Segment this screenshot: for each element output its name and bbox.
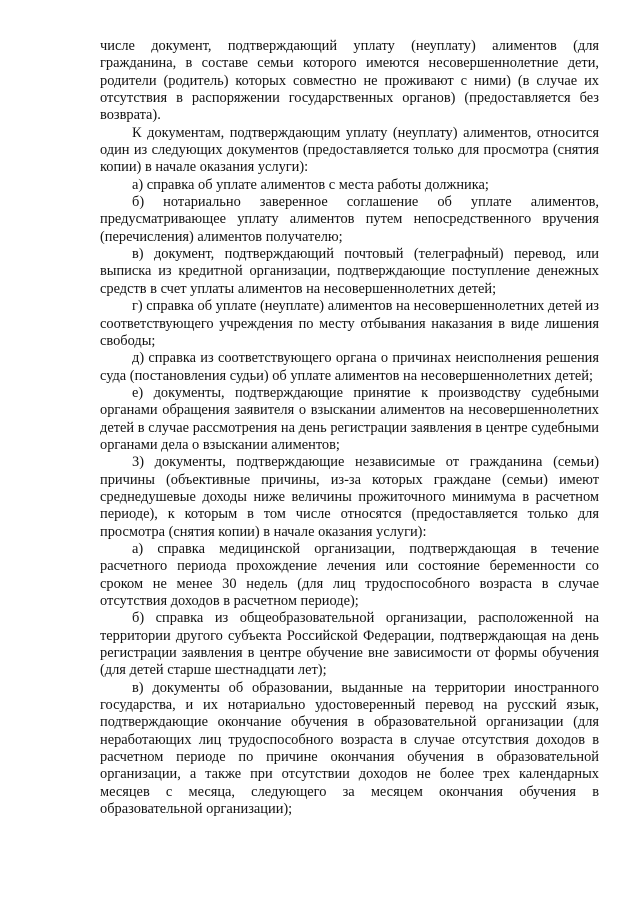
list-item-v: в) документ, подтверждающий почтовый (телеграфный) перевод, или выписка из кредитной организации, подтверждающие поступление денежных средств в счет уплаты алиментов на несовершеннолетних детей;: [100, 246, 599, 297]
list-item-e: е) документы, подтверждающие принятие к производству судебными органами обращения заявителя о взыскании алиментов на несовершеннолетних детей в случае рассмотрения на день регистрации заявления в центре судебными органами дела о взыскании алиментов;: [100, 384, 599, 453]
paragraph-section-3: 3) документы, подтверждающие независимые от гражданина (семьи) причины (объективные причины, из-за которых граждане (семьи) имеют среднедушевые доходы ниже величины прожиточного минимума в расчетном периоде), к которым в том числе относятся (предоставляется только для просмотра (снятия копии) в начале оказания услуги):: [100, 454, 599, 540]
list-item-a-medical: а) справка медицинской организации, подтверждающая в течение расчетного периода прохождение лечения или состояние беременности со сроком не менее 30 недель (для лиц трудоспособного возраста в случае отсутствия доходов в расчетном периоде);: [100, 540, 599, 609]
list-item-g: г) справка об уплате (неуплате) алиментов на несовершеннолетних детей из соответствующего учреждения по месту отбывания наказания в виде лишения свободы;: [100, 298, 599, 349]
list-item-a: а) справка об уплате алиментов с места работы должника;: [132, 176, 489, 193]
paragraph-alimony-documents-intro: К документам, подтверждающим уплату (неуплату) алиментов, относится один из следующих документов (предоставляется только для просмотра (снятия копии) в начале оказания услуги):: [100, 124, 599, 176]
list-item-d: д) справка из соответствующего органа о причинах неисполнения решения суда (постановления судьи) об уплате алиментов на несовершеннолетних детей;: [100, 350, 599, 384]
paragraph-continuation: числе документ, подтверждающий уплату (неуплату) алиментов (для гражданина, в составе семьи которого имеются несовершеннолетние дети, родители (родитель) которых совместно не проживают с ними) (в случае их отсутствия в распоряжении государственных органов) (предоставляется без возврата).: [100, 38, 599, 124]
list-item-b-education: б) справка из общеобразовательной организации, расположенной на территории другого субъекта Российской Федерации, подтверждающая на день регистрации заявления в центре обучение вне зависимости от формы обучения (для детей старше шестнадцати лет);: [100, 610, 599, 679]
list-item-b: б) нотариально заверенное соглашение об уплате алиментов, предусматривающее уплату алиментов путем непосредственного вручения (перечисления) алиментов получателю;: [100, 194, 599, 245]
list-item-v-foreign-education: в) документы об образовании, выданные на территории иностранного государства, и их нотариально удостоверенный перевод на русский язык, подтверждающие окончание обучения в образовательной организации (для неработающих лиц трудоспособного возраста в случае отсутствия доходов в расчетном периоде по причине окончания обучения в образовательной организации, а также при отсутствии доходов не более трех календарных месяцев с месяца, следующего за месяцем окончания обучения в образовательной организации);: [100, 679, 599, 818]
document-body: [100, 38, 599, 818]
